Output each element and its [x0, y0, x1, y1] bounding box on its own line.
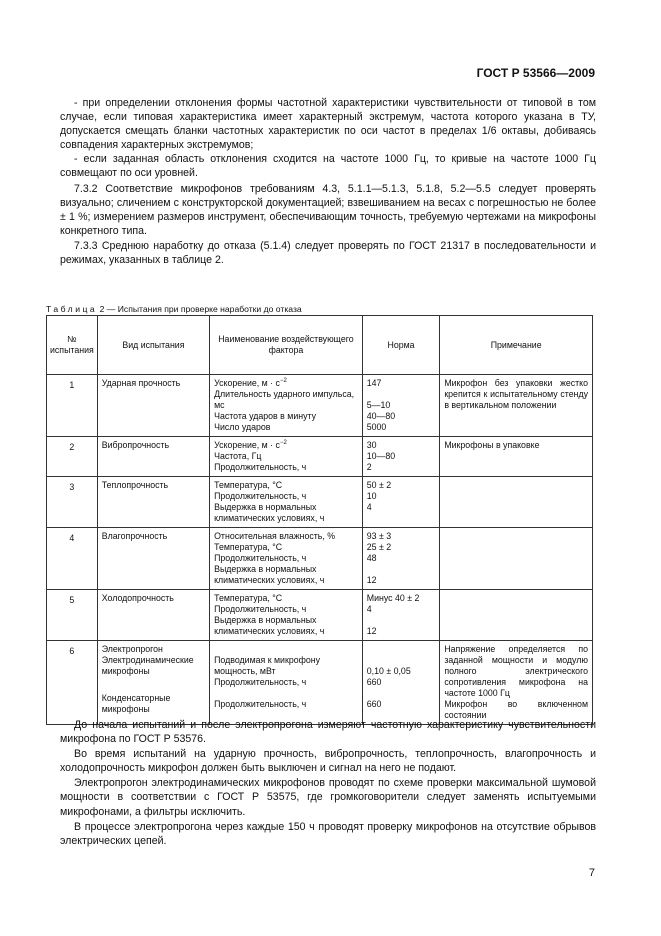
cell-norm: 147 5—10 40—80 5000 — [362, 375, 440, 437]
table-row — [47, 375, 593, 437]
cell-factor: Температура, °С Продолжительность, ч Выдержка в нормальных климатических условиях, ч — [210, 590, 363, 641]
cell-type: Электропрогон Электродинамические микрофоны Конденсаторные микрофоны — [97, 641, 209, 725]
document-id: ГОСТ Р 53566—2009 — [476, 66, 595, 80]
table-row — [47, 437, 593, 477]
tests-table — [46, 315, 593, 725]
cell-num: 1 — [47, 375, 98, 437]
cell-note — [440, 590, 593, 641]
cell-type: Вибропрочность — [97, 437, 209, 477]
paragraph: Во время испытаний на ударную прочность, вибропрочность, теплопрочность, влагопрочность и холодопрочность микрофон должен быть выключен и сигнал на него не подают. — [60, 748, 596, 775]
paragraph: 7.3.3 Среднюю наработку до отказа (5.1.4) следует проверять по ГОСТ 21317 в последовательности и режимах, указанных в таблице 2. — [60, 239, 596, 267]
cell-type: Теплопрочность — [97, 477, 209, 528]
cell-type: Влагопрочность — [97, 528, 209, 590]
paragraph: В процессе электропрогона через каждые 150 ч проводят проверку микрофонов на отсутствие обрывов электрических цепей. — [60, 820, 596, 847]
cell-norm: 50 ± 2 10 4 — [362, 477, 440, 528]
cell-norm: 0,10 ± 0,05 660 660 — [362, 641, 440, 725]
header-note: Примечание — [440, 316, 593, 375]
cell-note: Напряжение определяется по заданной мощности и модулю полного электрического сопротивления микрофона на частоте 1000 Гц Микрофон во включенном состоянии — [440, 641, 593, 725]
page-number: 7 — [588, 867, 595, 879]
cell-type: Ударная прочность — [97, 375, 209, 437]
cell-note: Микрофоны в упаковке — [440, 437, 593, 477]
header-type: Вид испытания — [97, 316, 209, 375]
table-caption-text: 2 — Испытания при проверке наработки до отказа — [99, 304, 302, 314]
table-caption — [46, 304, 302, 314]
paragraph: Электропрогон электродинамических микрофонов проводят по схеме проверки максимальной шумовой мощности в соответствии с ГОСТ Р 53575, где громкоговорители следует заменять испытуемыми микрофонами, а фильтры исключить. — [60, 777, 596, 818]
top-text — [60, 96, 596, 267]
cell-num: 4 — [47, 528, 98, 590]
cell-factor: Относительная влажность, % Температура, °С Продолжительность, ч Выдержка в нормальных климатических условиях, ч — [210, 528, 363, 590]
header-norm: Норма — [362, 316, 440, 375]
cell-note — [440, 528, 593, 590]
cell-num: 6 — [47, 641, 98, 725]
table-header-row — [47, 316, 593, 375]
cell-factor: Ускорение, $м \cdot с^{-2}$ Частота, Гц Продолжительность, ч — [210, 437, 363, 477]
cell-num: 5 — [47, 590, 98, 641]
cell-factor: Температура, °С Продолжительность, ч Выдержка в нормальных климатических условиях, ч — [210, 477, 363, 528]
cell-factor: Ускорение, $м \cdot с^{-2}$ Длительность ударного импульса, мс Частота ударов в минуту Число ударов — [210, 375, 363, 437]
cell-factor: Подводимая к микрофону мощность, мВт Продолжительность, ч Продолжительность, ч — [210, 641, 363, 725]
cell-note — [440, 477, 593, 528]
paragraph: 7.3.2 Соответствие микрофонов требованиям 4.3, 5.1.1—5.1.3, 5.1.8, 5.2—5.5 следует проверять визуально; сличением с конструкторской документацией; взвешиванием на весах с погрешностью не более ± 1 %; измерением размеров инструмент, обеспечивающим точность, требуемую чертежами на микрофоны конкретного типа. — [60, 182, 596, 237]
table-row — [47, 528, 593, 590]
paragraph: До начала испытаний и после электропрогона измеряют частотную характеристику чувствительности микрофона по ГОСТ Р 53576. — [60, 719, 596, 746]
cell-norm: 93 ± 3 25 ± 2 48 12 — [362, 528, 440, 590]
paragraph: - если заданная область отклонения сходится на частоте 1000 Гц, то кривые на частоте 1000 Гц совмещают по оси уровней. — [60, 153, 596, 180]
header-num: № испытания — [47, 316, 98, 375]
cell-num: 2 — [47, 437, 98, 477]
cell-num: 3 — [47, 477, 98, 528]
bottom-text — [60, 718, 596, 848]
cell-norm: 30 10—80 2 — [362, 437, 440, 477]
header-factor: Наименование воздействующего фактора — [210, 316, 363, 375]
cell-type: Холодопрочность — [97, 590, 209, 641]
table-row — [47, 641, 593, 725]
cell-note: Микрофон без упаковки жестко крепится к испытательному стенду в вертикальном положении — [440, 375, 593, 437]
table-caption-word: Таблица — [46, 304, 98, 314]
table-row — [47, 477, 593, 528]
table-row — [47, 590, 593, 641]
paragraph: - при определении отклонения формы частотной характеристики чувствительности от типовой в том случае, если типовая характеристика имеет характерный экстремум, частота которого указана в ТУ, допускается смещать бланки частотных характеристик по оси частот в пределах 1/6 октавы, добиваясь совпадения характерных экстремумов; — [60, 97, 596, 152]
cell-norm: Минус 40 ± 2 4 12 — [362, 590, 440, 641]
